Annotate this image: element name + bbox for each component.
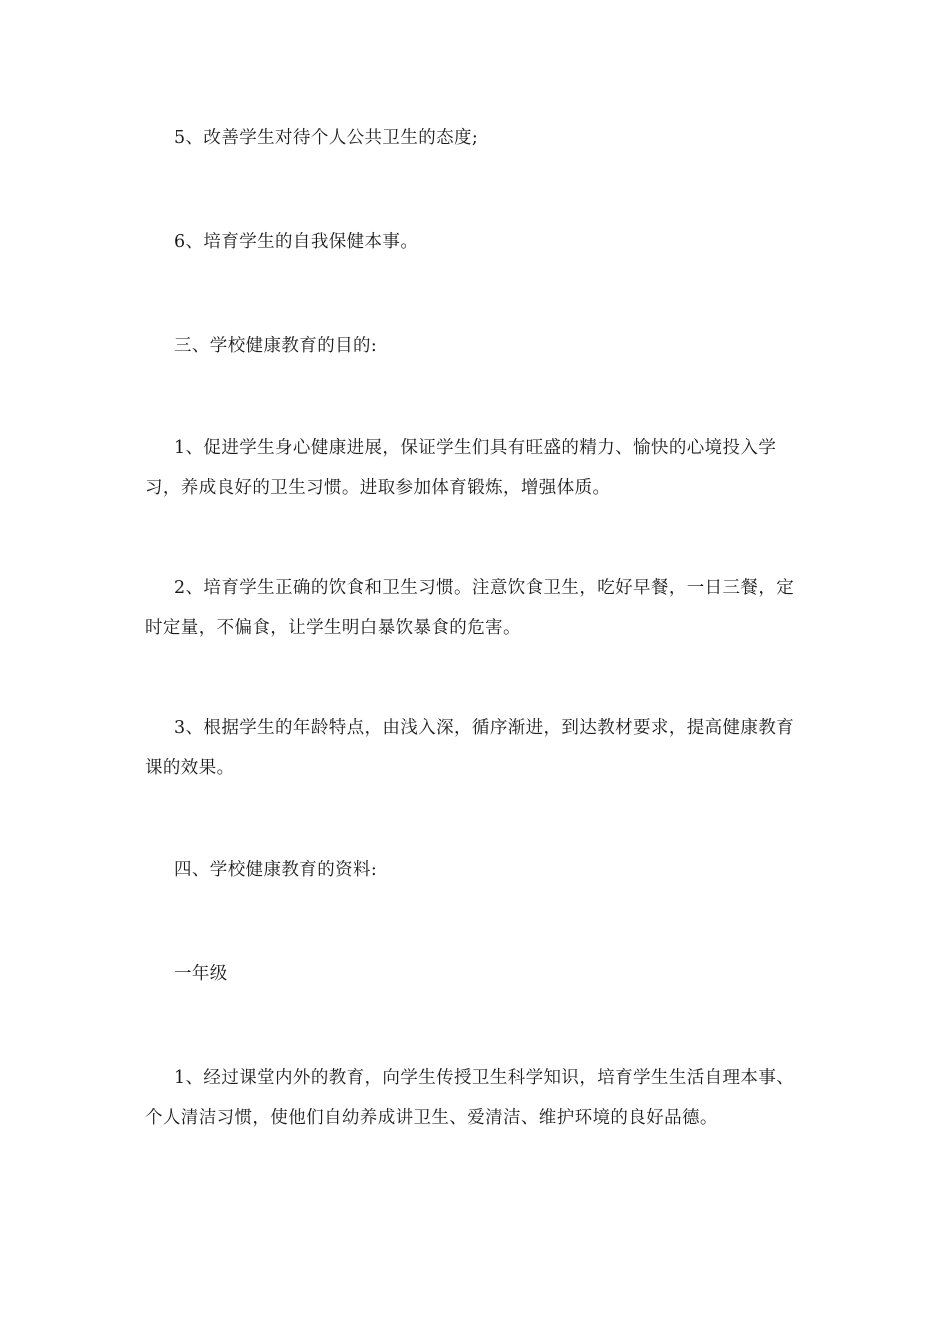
subheading-grade-1: 一年级 [174, 964, 228, 984]
paragraph-goal-2: 2、培育学生正确的饮食和卫生习惯。注意饮食卫生，吃好早餐，一日三餐，定时定量，不偏食，让学生明白暴饮暴食的危害。 [145, 578, 795, 638]
section-heading-3: 三、学校健康教育的目的: [174, 336, 378, 356]
paragraph-goal-1: 1、促进学生身心健康进展，保证学生们具有旺盛的精力、愉快的心境投入学习，养成良好的卫生习惯。进取参加体育锻炼，增强体质。 [145, 438, 777, 498]
list-item-5: 5、改善学生对待个人公共卫生的态度; [174, 128, 479, 148]
section-heading-4: 四、学校健康教育的资料: [174, 860, 378, 880]
paragraph-grade-1-item-1: 1、经过课堂内外的教育，向学生传授卫生科学知识，培育学生生活自理本事、个人清洁习惯，使他们自幼养成讲卫生、爱清洁、维护环境的良好品德。 [145, 1068, 795, 1128]
list-item-6: 6、培育学生的自我保健本事。 [174, 232, 419, 252]
paragraph-goal-3: 3、根据学生的年龄特点，由浅入深，循序渐进，到达教材要求，提高健康教育课的效果。 [145, 718, 795, 778]
